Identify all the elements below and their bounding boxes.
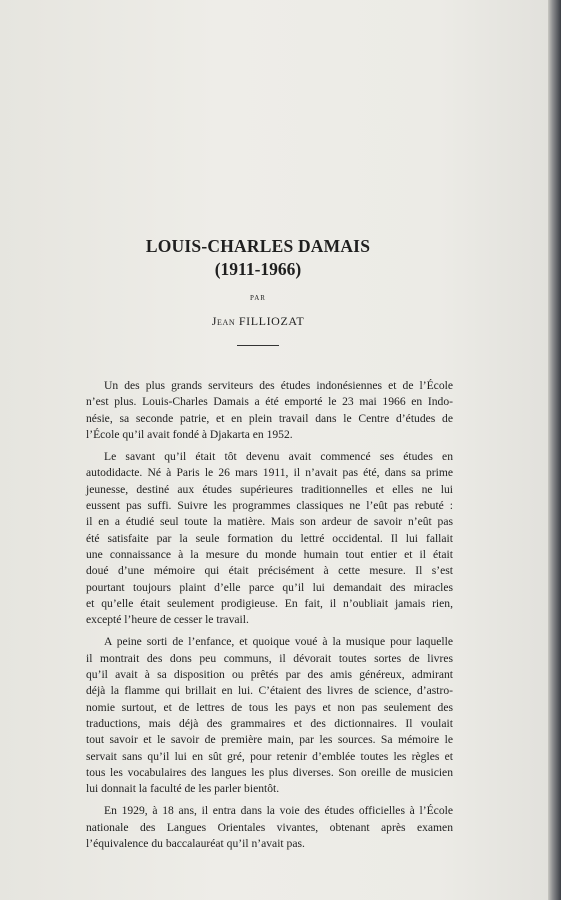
author-last-name: FILLIOZAT bbox=[238, 314, 305, 328]
author-first-name: Jean bbox=[211, 314, 236, 328]
text-line: jeunesse, destiné aux études supérieures traditionnelles et elles ne lui bbox=[86, 482, 453, 496]
text-line: eussent pas suffi. Suivre les programmes classiques ne l’eût pas rebuté : bbox=[86, 499, 453, 513]
text-line: Le savant qu’il était tôt devenu avait commencé ses études en bbox=[104, 450, 453, 464]
paragraph bbox=[86, 449, 453, 628]
text-line: tout savoir et le savoir de première main, par les sources. Sa mémoire le bbox=[86, 733, 453, 747]
text-line: lui donnait la faculté de les parler bientôt. bbox=[86, 782, 280, 796]
text-line: il montrait des dons peu communs, il dévorait toutes sortes de livres bbox=[86, 651, 453, 665]
text-line: tous les vocabulaires des langues les plus diverses. Son oreille de musicien bbox=[86, 765, 453, 779]
article-title: LOUIS-CHARLES DAMAIS bbox=[145, 236, 371, 256]
text-line: qu’il avait à sa disposition ou prêtés par des amis généreux, admirant bbox=[86, 668, 453, 682]
text-line: nationale des Langues Orientales vivantes, obtenant après examen bbox=[86, 820, 453, 834]
text-line: une connaissance à la mesure du monde humain tout entier et il était bbox=[86, 547, 453, 561]
article-body bbox=[86, 378, 453, 858]
text-line: doué d’une mémoire qui était précisément à cette mesure. Il s’est bbox=[86, 564, 453, 578]
text-line: servait sans qu’il lui en sût gré, pour retenir d’emblée toutes les règles et bbox=[86, 749, 453, 763]
paragraph bbox=[86, 378, 453, 443]
article-dates: (1911-1966) bbox=[214, 259, 302, 279]
text-line: l’École qu’il avait fondé à Djakarta en 1952. bbox=[86, 427, 293, 441]
byline-par: par bbox=[250, 292, 266, 303]
text-line: déjà la flamme qui brillait en lui. C’étaient des livres de science, d’astro- bbox=[86, 684, 453, 698]
text-line: il en a étudié seul toute la matière. Mais son ardeur de savoir n’eût pas bbox=[86, 515, 453, 529]
title-rule bbox=[237, 345, 279, 346]
text-line: l’équivalence du baccalauréat qu’il n’avait pas. bbox=[86, 837, 305, 851]
text-line: En 1929, à 18 ans, il entra dans la voie des études officielles à l’École bbox=[104, 804, 453, 818]
text-line: traductions, mais déjà des grammaires et des dictionnaires. Il voulait bbox=[86, 716, 453, 730]
text-line: été satisfaite par la seule formation du lettré occidental. Il lui fallait bbox=[86, 531, 453, 545]
text-line: nésie, sa seconde patrie, et en plein travail dans le Centre d’études de bbox=[86, 411, 453, 425]
text-line: n’est plus. Louis-Charles Damais a été emporté le 23 mai 1966 en Indo- bbox=[86, 395, 453, 409]
paragraph bbox=[86, 634, 453, 797]
text-line: A peine sorti de l’enfance, et quoique voué à la musique pour laquelle bbox=[104, 635, 453, 649]
page-edge-shadow bbox=[548, 0, 561, 900]
paragraph bbox=[86, 803, 453, 852]
text-line: nomie surtout, et de lettres de tous les pays et non pas seulement des bbox=[86, 700, 453, 714]
text-line: Un des plus grands serviteurs des études indonésiennes et de l’École bbox=[104, 379, 453, 392]
text-line: et qu’elle était seulement prodigieuse. En fait, il n’oubliait jamais rien, bbox=[86, 596, 453, 610]
text-line: excepté l’heure de cesser le travail. bbox=[86, 613, 249, 627]
author-name bbox=[0, 314, 516, 329]
text-line: pourtant toujours plaint d’elle parce qu’il lui demandait des miracles bbox=[86, 580, 453, 594]
text-line: autodidacte. Né à Paris le 26 mars 1911, il n’avait pas été, dans sa prime bbox=[86, 466, 453, 480]
